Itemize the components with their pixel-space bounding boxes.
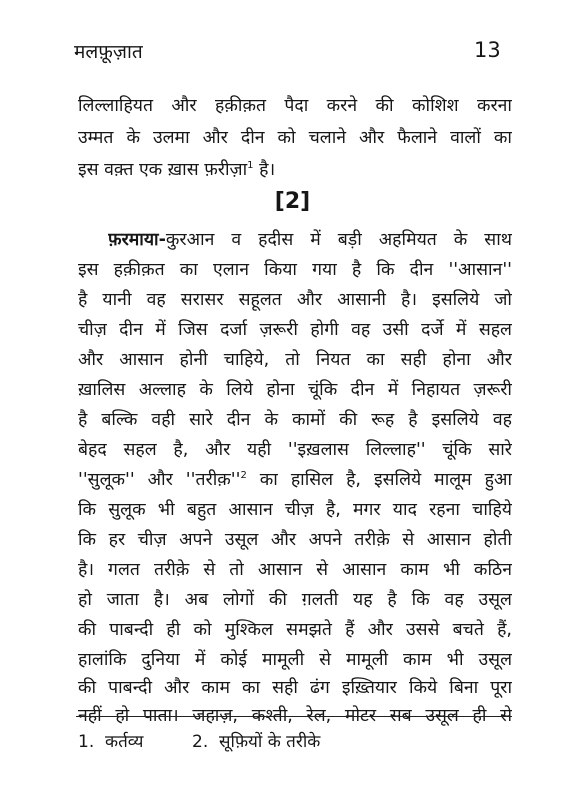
- footnote-2: 2. सूफ़ियों के तरीके: [192, 732, 321, 752]
- footnote-divider: [76, 716, 512, 717]
- section-line-2: इस हक़ीक़त का एलान किया गया है कि दीन ''आसान'': [78, 260, 512, 280]
- section-line-13: हो जाता है। अब लोगों की ग़लती यह है कि वह उसूल: [78, 590, 512, 610]
- running-title: मलफ़ूज़ात: [74, 41, 143, 63]
- footnote-1: 1. कर्तव्य: [78, 732, 144, 752]
- section-line-15: हालांकि दुनिया में कोई मामूली से मामूली काम भी उसूल: [78, 650, 512, 670]
- section-line-4: चीज़ दीन में जिस दर्जा ज़रूरी होगी वह उसी दर्जे में सहल: [78, 320, 512, 340]
- section-line-8: बेहद सहल है, और यही ''इख़लास लिल्लाह'' चूंकि सारे: [78, 440, 512, 460]
- lead-word: फ़रमाया-: [108, 230, 166, 250]
- intro-line-2: उम्मत के उलमा और दीन को चलाने और फैलाने वालों का: [78, 128, 512, 148]
- footnote-ref-2: 2: [240, 470, 247, 482]
- section-line-1: फ़रमाया-कुरआन व हदीस में बड़ी अहमियत के साथ: [108, 230, 512, 250]
- section-line-6: ख़ालिस अल्लाह के लिये होना चूंकि दीन में निहायत ज़रूरी: [78, 380, 512, 400]
- section-heading: [2]: [274, 189, 311, 214]
- section-line-16: की पाबन्दी और काम का सही ढंग इख़्तियार किये बिना पूरा: [78, 678, 512, 698]
- section-line-12: है। गलत तरीक़े से तो आसान से आसान काम भी कठिन: [78, 560, 512, 580]
- intro-line-1: लिल्लाहियत और हक़ीक़त पैदा करने की कोशिश करना: [78, 96, 512, 116]
- section-line-5: और आसान होनी चाहिये, तो नियत का सही होना और: [78, 350, 512, 370]
- section-line-14: की पाबन्दी ही को मुश्किल समझते हैं और उससे बचते हैं,: [78, 620, 512, 640]
- section-line-3: है यानी वह सरासर सहूलत और आसानी है। इसलिये जो: [78, 290, 512, 310]
- section-line-17: नहीं हो पाता। जहाज़, कश्ती, रेल, मोटर सब उसूल ही से: [78, 706, 512, 726]
- section-line-7: है बल्कि वही सारे दीन के कामों की रूह है इसलिये वह: [78, 410, 512, 430]
- section-line-10: कि सुलूक भी बहुत आसान चीज़ है, मगर याद रहना चाहिये: [78, 500, 512, 520]
- section-line-11: कि हर चीज़ अपने उसूल और अपने तरीक़े से आसान होती: [78, 530, 512, 550]
- page-number: 13: [474, 38, 501, 62]
- footnote-ref-1: 1: [247, 160, 254, 172]
- section-line-9: ''सुलूक'' और ''$तरीक़''^2$ का हासिल है, इसलिये मालूम हुआ: [78, 470, 512, 490]
- intro-line-3: इस वक़्त एक ख़ास फ़रीज़ा$^1$ है।: [78, 160, 276, 180]
